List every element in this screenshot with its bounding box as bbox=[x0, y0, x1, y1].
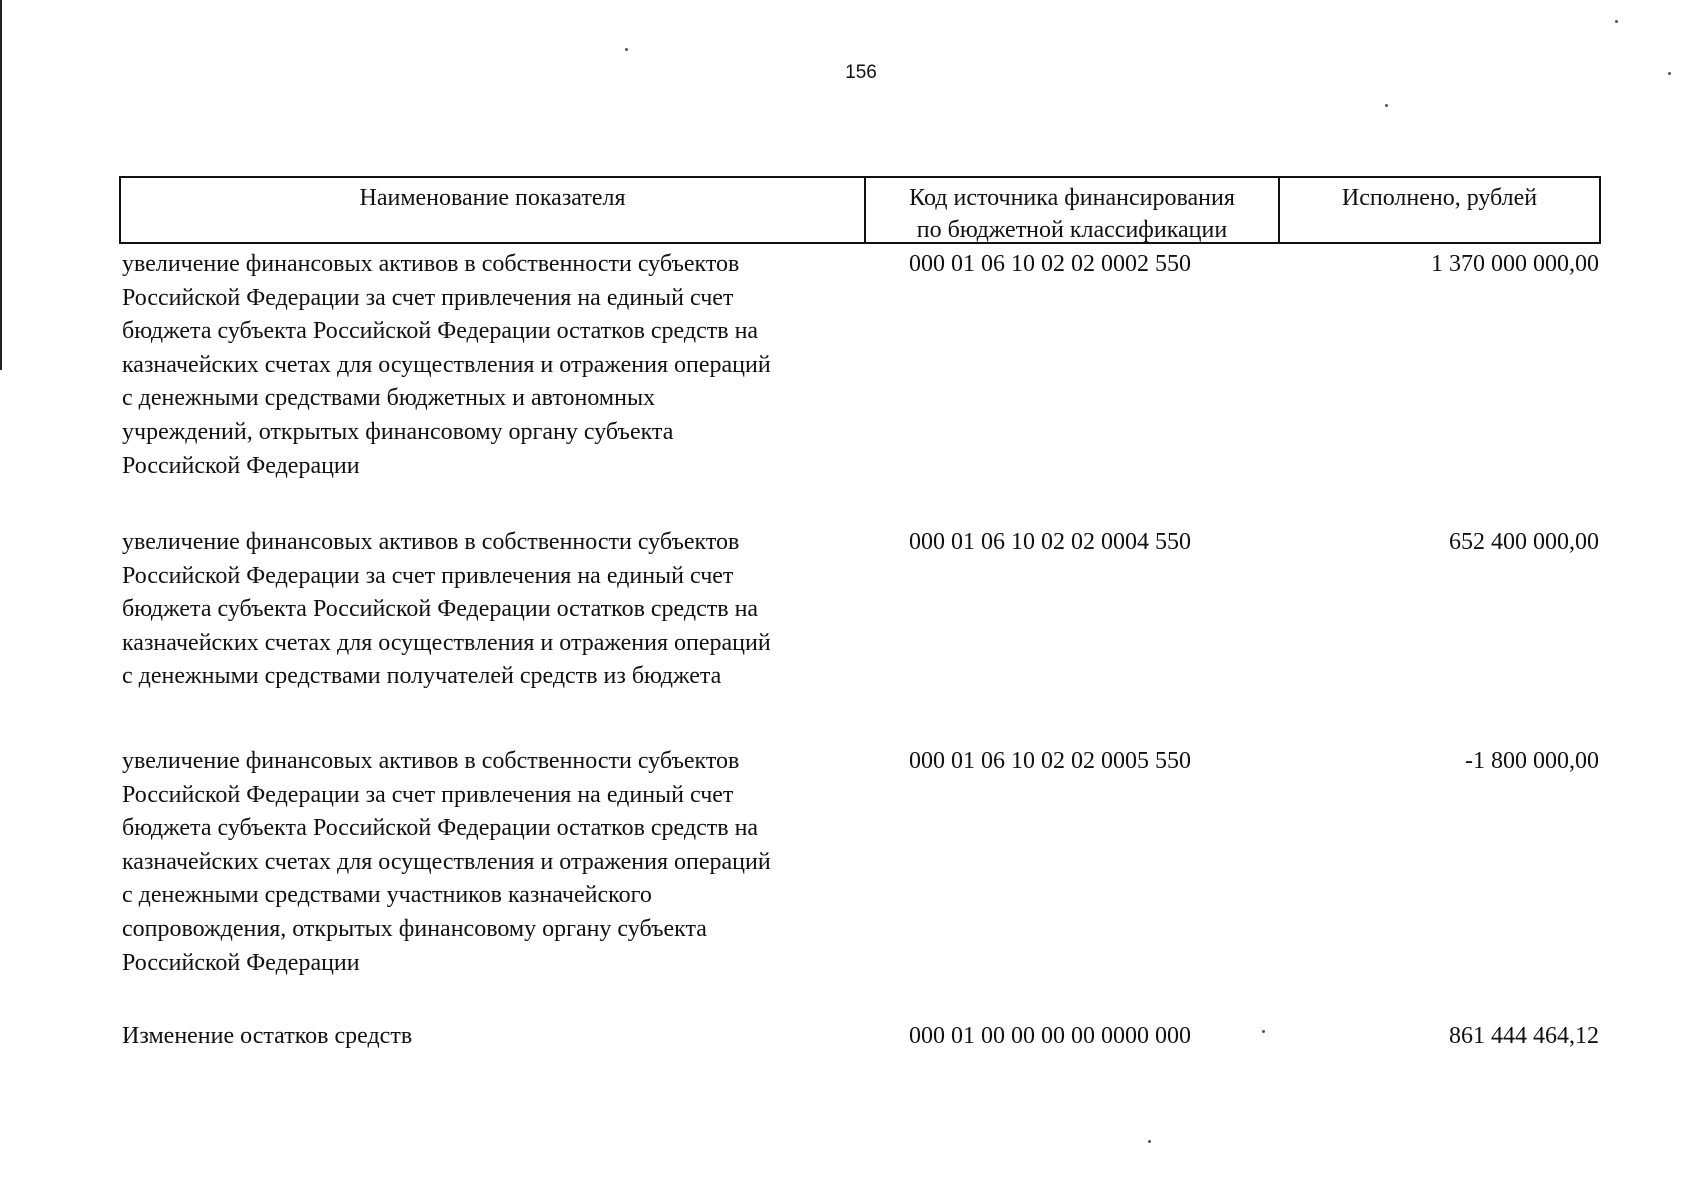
name-line: бюджета субъекта Российской Федерации остатков средств на bbox=[122, 596, 759, 623]
row-budget-code: 000 01 06 10 02 02 0004 550 bbox=[909, 529, 1191, 555]
name-line: Российской Федерации за счет привлечения на единый счет bbox=[122, 284, 734, 311]
name-line: Российской Федерации bbox=[122, 949, 360, 976]
scan-speck bbox=[1668, 72, 1671, 75]
name-line: бюджета субъекта Российской Федерации остатков средств на bbox=[122, 318, 759, 345]
name-line: увеличение финансовых активов в собственности субъектов bbox=[122, 529, 740, 555]
name-line: Изменение остатков средств bbox=[122, 1023, 413, 1049]
name-line: с денежными средствами участников казначейского bbox=[122, 882, 652, 909]
row-indicator-name bbox=[122, 248, 867, 483]
scan-speck bbox=[1615, 20, 1618, 23]
scan-edge-line bbox=[0, 0, 2, 370]
row-budget-code: 000 01 06 10 02 02 0002 550 bbox=[909, 251, 1191, 277]
scan-speck bbox=[1262, 1030, 1265, 1033]
row-executed-value: 861 444 464,12 bbox=[1449, 1023, 1599, 1049]
header-code-cell bbox=[866, 178, 1280, 242]
name-line: с денежными средствами бюджетных и автономных bbox=[122, 385, 656, 412]
name-line: Российской Федерации за счет привлечения на единый счет bbox=[122, 781, 734, 808]
row-budget-code: 000 01 06 10 02 02 0005 550 bbox=[909, 748, 1191, 774]
name-line: учреждений, открытых финансовому органу субъекта bbox=[122, 418, 674, 445]
table-header bbox=[119, 176, 1601, 244]
row-executed-value: 652 400 000,00 bbox=[1449, 529, 1599, 555]
header-name-label: Наименование показателя bbox=[359, 185, 626, 211]
header-executed-cell bbox=[1280, 178, 1599, 242]
header-name-cell bbox=[121, 178, 866, 242]
row-indicator-name bbox=[122, 526, 867, 694]
row-budget-code: 000 01 00 00 00 00 0000 000 bbox=[909, 1023, 1191, 1049]
row-indicator-name bbox=[122, 1020, 867, 1054]
page-number: 156 bbox=[845, 62, 877, 83]
name-line: Российской Федерации за счет привлечения на единый счет bbox=[122, 562, 734, 589]
row-indicator-name bbox=[122, 745, 867, 980]
name-line: с денежными средствами получателей средств из бюджета bbox=[122, 663, 722, 690]
name-line: увеличение финансовых активов в собственности субъектов bbox=[122, 251, 740, 277]
name-line: бюджета субъекта Российской Федерации остатков средств на bbox=[122, 815, 759, 842]
scan-speck bbox=[1148, 1140, 1151, 1143]
name-line: казначейских счетах для осуществления и отражения операций bbox=[122, 848, 771, 875]
name-line: казначейских счетах для осуществления и отражения операций bbox=[122, 351, 771, 378]
name-line: увеличение финансовых активов в собственности субъектов bbox=[122, 748, 740, 774]
row-executed-value: -1 800 000,00 bbox=[1465, 748, 1599, 774]
header-code-label-line1: Код источника финансирования bbox=[909, 185, 1235, 211]
header-code-label-line2: по бюджетной классификации bbox=[916, 217, 1228, 243]
scan-speck bbox=[625, 48, 628, 51]
row-executed-value: 1 370 000 000,00 bbox=[1431, 251, 1599, 277]
header-executed-label: Исполнено, рублей bbox=[1341, 185, 1538, 211]
scan-speck bbox=[1385, 104, 1388, 107]
name-line: сопровождения, открытых финансовому органу субъекта bbox=[122, 915, 707, 942]
name-line: Российской Федерации bbox=[122, 452, 360, 479]
name-line: казначейских счетах для осуществления и отражения операций bbox=[122, 629, 771, 656]
